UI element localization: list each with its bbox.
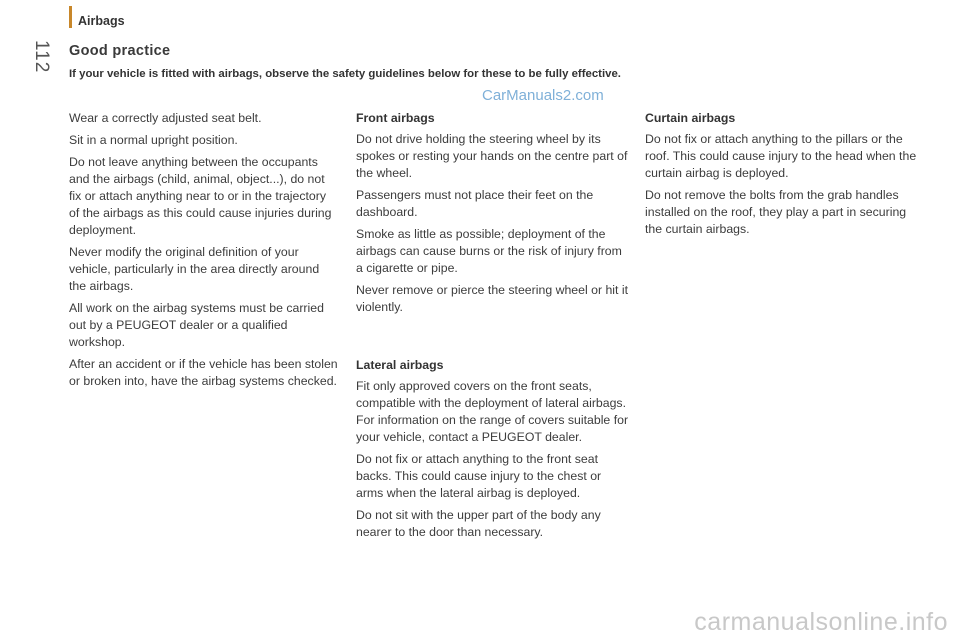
guideline-paragraph: All work on the airbag systems must be carried out by a PEUGEOT dealer or a qualified workshop.: [69, 301, 324, 349]
guideline-paragraph: Do not leave anything between the occupants and the airbags (child, animal, object...), do not fix or attach anything near to or in the trajectory of the airbags as this could cause injuries during deployment.: [69, 155, 332, 237]
front-airbags-title: Front airbags: [356, 111, 435, 125]
guideline-paragraph: After an accident or if the vehicle has been stolen or broken into, have the airbag systems checked.: [69, 357, 338, 388]
general-guidelines-column: [69, 110, 339, 395]
guideline-paragraph: Sit in a normal upright position.: [69, 133, 238, 147]
front-airbags-section: [356, 110, 631, 321]
watermark-top: CarManuals2.com: [482, 87, 604, 104]
curtain-airbags-section: [645, 110, 920, 243]
lateral-airbags-paragraph: Do not fix or attach anything to the front seat backs. This could cause injury to the chest or arms when the lateral airbag is deployed.: [356, 452, 602, 500]
curtain-airbags-title: Curtain airbags: [645, 111, 736, 125]
lateral-airbags-title: Lateral airbags: [356, 358, 444, 372]
curtain-airbags-paragraph: Do not fix or attach anything to the pillars or the roof. This could cause injury to the head when the curtain airbag is deployed.: [645, 132, 917, 180]
curtain-airbags-paragraph: Do not remove the bolts from the grab handles installed on the roof, they play a part in securing the curtain airbags.: [645, 188, 907, 236]
front-airbags-paragraph: Do not drive holding the steering wheel by its spokes or resting your hands on the centre part of the wheel.: [356, 132, 628, 180]
lateral-airbags-paragraph: Do not sit with the upper part of the body any nearer to the door than necessary.: [356, 508, 601, 539]
front-airbags-paragraph: Smoke as little as possible; deployment of the airbags can cause burns or the risk of injury from a cigarette or pipe.: [356, 227, 622, 275]
guideline-paragraph: Never modify the original definition of your vehicle, particularly in the area directly around the airbags.: [69, 245, 320, 293]
lateral-airbags-section: [356, 357, 631, 546]
watermark-bottom: carmanualsonline.info: [694, 608, 948, 636]
section-title: Airbags: [78, 14, 125, 28]
guideline-paragraph: Wear a correctly adjusted seat belt.: [69, 111, 262, 125]
intro-text: If your vehicle is fitted with airbags, observe the safety guidelines below for these to be fully effective.: [69, 68, 621, 80]
lateral-airbags-paragraph: Fit only approved covers on the front seats, compatible with the deployment of lateral airbags. For information on the range of covers suitable for your vehicle, contact a PEUGEOT dealer.: [356, 379, 629, 444]
page-heading: Good practice: [69, 43, 171, 59]
front-airbags-paragraph: Never remove or pierce the steering wheel or hit it violently.: [356, 283, 629, 314]
front-airbags-paragraph: Passengers must not place their feet on the dashboard.: [356, 188, 594, 219]
section-accent-bar: [69, 6, 72, 28]
page-number: 112: [31, 40, 52, 74]
